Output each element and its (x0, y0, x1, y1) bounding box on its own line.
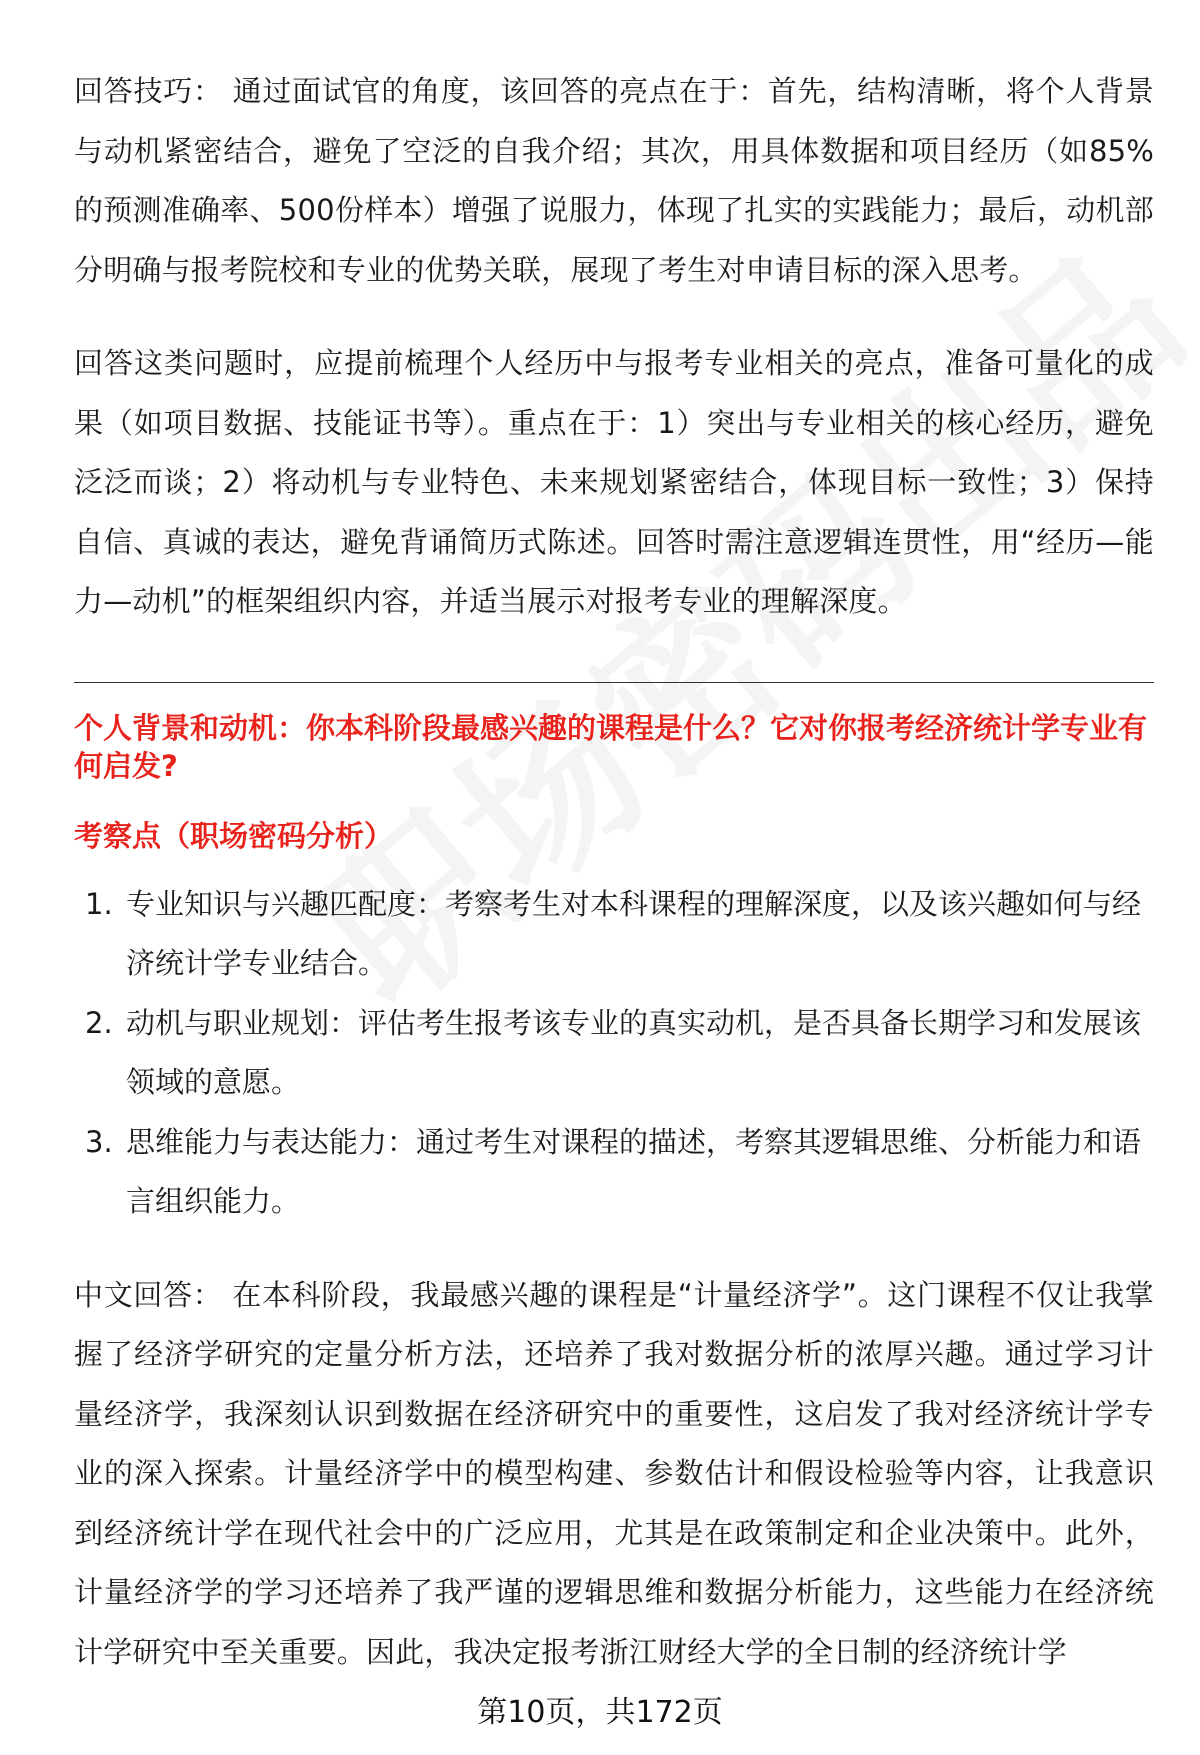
analysis-points-list (74, 875, 1154, 1232)
list-item-number: 2. (85, 1005, 113, 1040)
list-item (74, 875, 1154, 994)
list-item (74, 1113, 1154, 1232)
document-page (74, 62, 1154, 1682)
advice-paragraph: 回答这类问题时，应提前梳理个人经历中与报考专业相关的亮点，准备可量化的成果（如项目数据、技能证书等）。重点在于：1）突出与专业相关的核心经历，避免泛泛而谈；2）将动机与专业特色、未来规划紧密结合，体现目标一致性；3）保持自信、真诚的表达，避免背诵简历式陈述。回答时需注意逻辑连贯性，用“经历—能力—动机”的框架组织内容，并适当展示对报考专业的理解深度。 (74, 346, 1154, 618)
page-number: 第10页，共172页 (477, 1695, 723, 1730)
analysis-subtitle: 考察点（职场密码分析） (74, 818, 394, 853)
list-item-number: 3. (85, 1124, 113, 1159)
list-item (74, 994, 1154, 1113)
tips-paragraph: 回答技巧： 通过面试官的角度，该回答的亮点在于：首先，结构清晰，将个人背景与动机紧密结合，避免了空泛的自我介绍；其次，用具体数据和项目经历（如85%的预测准确率、500份样本）增强了说服力，体现了扎实的实践能力；最后，动机部分明确与报考院校和专业的优势关联，展现了考生对申请目标的深入思考。 (74, 74, 1154, 287)
list-item-text: 思维能力与表达能力：通过考生对课程的描述，考察其逻辑思维、分析能力和语言组织能力。 (126, 1124, 1142, 1218)
list-item-text: 专业知识与兴趣匹配度：考察考生对本科课程的理解深度，以及该兴趣如何与经济统计学专业结合。 (126, 886, 1142, 980)
chinese-answer-paragraph: 中文回答： 在本科阶段，我最感兴趣的课程是“计量经济学”。这门课程不仅让我掌握了经济学研究的定量分析方法，还培养了我对数据分析的浓厚兴趣。通过学习计量经济学，我深刻认识到数据在经济研究中的重要性，这启发了我对经济统计学专业的深入探索。计量经济学中的模型构建、参数估计和假设检验等内容，让我意识到经济统计学在现代社会中的广泛应用，尤其是在政策制定和企业决策中。此外，计量经济学的学习还培养了我严谨的逻辑思维和数据分析能力，这些能力在经济统计学研究中至关重要。因此，我决定报考浙江财经大学的全日制的经济统计学 (74, 1277, 1154, 1669)
list-item-text: 动机与职业规划：评估考生报考该专业的真实动机，是否具备长期学习和发展该领域的意愿。 (126, 1005, 1142, 1099)
list-item-number: 1. (85, 886, 113, 921)
question-title: 个人背景和动机：你本科阶段最感兴趣的课程是什么？它对你报考经济统计学专业有何启发? (74, 710, 1148, 783)
section-divider (74, 682, 1154, 683)
